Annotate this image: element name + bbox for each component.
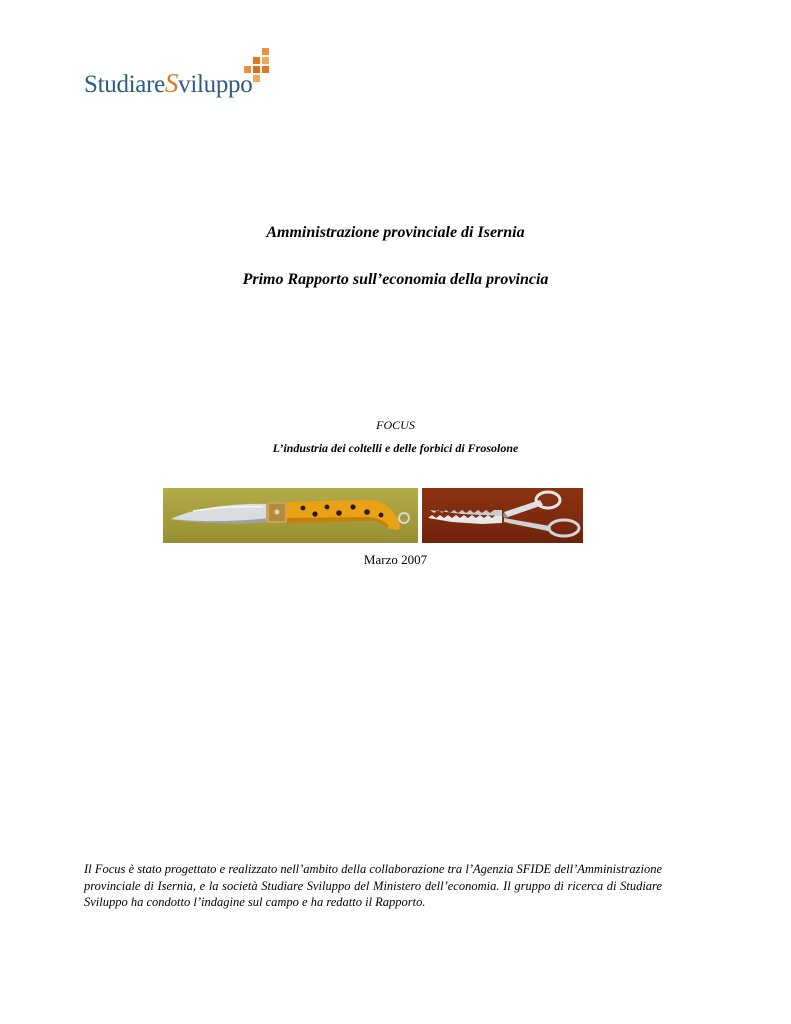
logo-wordmark (84, 68, 252, 99)
logo-text-studiare: Studiare (84, 71, 165, 98)
scissors-icon (422, 488, 583, 543)
publication-date: Marzo 2007 (363, 552, 428, 567)
scissors-photo (422, 488, 583, 543)
studiare-sviluppo-logo (84, 46, 274, 100)
administration-heading: Amministrazione provinciale di Isernia (266, 224, 525, 241)
knife-photo (163, 488, 418, 543)
focus-title: L’industria dei coltelli e delle forbici di Frosolone (272, 441, 519, 455)
logo-text-s: S (164, 68, 179, 98)
focus-label: FOCUS (376, 418, 415, 432)
logo-text-viluppo: viluppo (178, 71, 253, 98)
knife-icon (163, 488, 418, 543)
footer-note: Il Focus è stato progettato e realizzato nell’ambito della collaborazione tra l’Agenzia SFIDE dell’Amministrazione provinciale di Isernia, e la società Studiare Sviluppo del Ministero dell’economia. Il gruppo di ricerca di Studiare Sviluppo ha condotto l’indagine sul campo e ha redatto il Rapporto. (84, 862, 662, 909)
report-title: Primo Rapporto sull’economia della provincia (242, 271, 549, 288)
